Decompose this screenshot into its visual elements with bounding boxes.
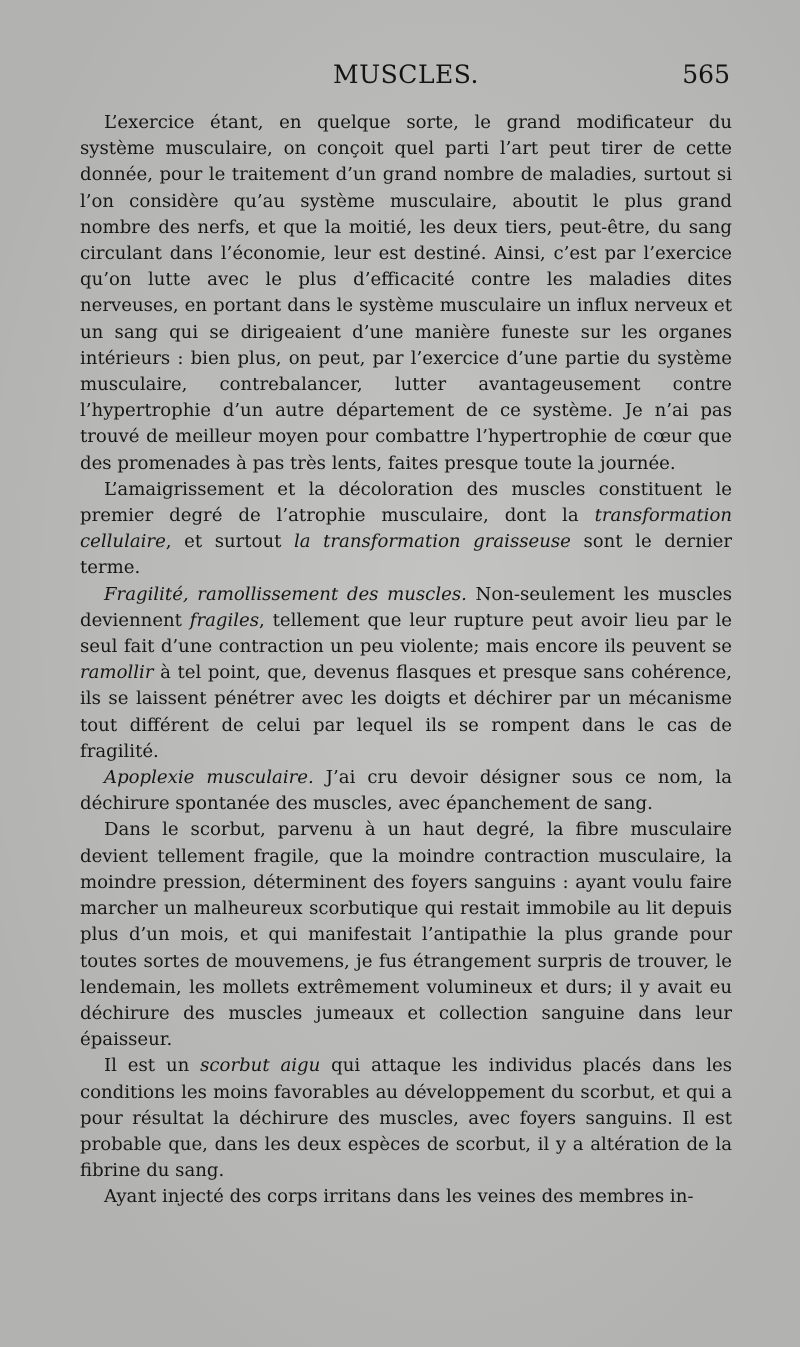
paragraph-text: sont le dernier terme. [80,531,732,579]
italic-term: ramollir [80,662,154,684]
page-header [80,60,732,100]
running-title: MUSCLES. [333,60,479,89]
paragraph-fragility [80,582,732,765]
paragraph-text: Non-seulement les muscles deviennent [80,583,733,631]
italic-term: scorbut aigu [200,1055,321,1077]
paragraph-text: J’ai cru devoir désigner sous ce nom, la déchirure spontanée des muscles, avec épanchement de sang. [80,767,732,815]
paragraph-acute-scurvy [80,1053,732,1184]
paragraph-text: Dans le scorbut, parvenu à un haut degré, la fibre musculaire devient tellement fragile, que la moindre contraction musculaire, la moindre pression, déterminent des foyers sanguins : ayant voulu faire marcher un malheureux scorbutique qui restait immobile au lit depuis plus d’un mois, et qui manifestait l’antipathie la plus grande pour toutes sortes de mouvemens, je fus étrangement surpris de trouver, le lendemain, les mollets extrêmement volumineux et durs; il y avait eu déchirure des muscles jumeaux et collection sanguine dans leur épaisseur. [80,819,732,1051]
paragraph-text: L’amaigrissement et la décoloration des muscles constituent le premier degré de l’atrophie musculaire, dont la [80,478,732,527]
section-heading-italic: Fragilité, ramollissement des muscles. [104,583,467,605]
paragraph-exercise [80,110,732,477]
italic-term: fragiles [189,609,260,631]
section-heading-italic: Apoplexie musculaire. [104,767,314,789]
body-text [80,110,732,1211]
paragraph-apoplexy [80,765,732,817]
paragraph-text: , tellement que leur rupture peut avoir lieu par le seul fait d’une contraction un peu violente; mais encore ils peuvent se [80,609,732,658]
paragraph-text: L’exercice étant, en quelque sorte, le grand modificateur du système musculaire, on conçoit quel parti l’art peut tirer de cette donnée, pour le traitement d’un grand nombre de maladies, surtout si l’on considère qu’au système musculaire, aboutit le plus grand nombre des nerfs, et que la moitié, les deux tiers, peut-être, du sang circulant dans l’économie, leur est destiné. Ainsi, c’est par l’exercice qu’on lutte avec le plus d’efficacité contre les maladies dites nerveuses, en portant dans le système musculaire un influx nerveux et un sang qui se dirigeaient d’une manière funeste sur les organes intérieurs : bien plus, on peut, par l’exercice d’une partie du système musculaire, contrebalancer, lutter avantageusement contre l’hypertrophie d’un autre département de ce système. Je n’ai pas trouvé de meilleur moyen pour combattre l’hypertrophie de cœur que des promenades à pas très lents, faites presque toute la journée. [80,112,732,474]
paragraph-text: à tel point, que, devenus flasques et presque sans cohérence, ils se laissent pénétrer avec les doigts et déchirer par un mécanisme tout différent de celui par lequel ils se rompent dans le cas de fragilité. [80,662,732,762]
italic-term: transformation cellulaire [80,505,732,553]
italic-term: la transformation graisseuse [293,531,571,553]
paragraph-atrophy [80,477,732,582]
paragraph-text: , et surtout [165,531,294,553]
paragraph-scurvy [80,817,732,1053]
paragraph-text: qui attaque les individus placés dans les conditions les moins favorables au développement du scorbut, et qui a pour résultat la déchirure des muscles, avec foyers sanguins. Il est probable que, dans les deux espèces de scorbut, il y a altération de la fibrine du sang. [80,1055,732,1182]
paragraph-text: Ayant injecté des corps irritans dans les veines des membres in- [104,1186,694,1208]
paragraph-injection [80,1184,732,1210]
page-number: 565 [682,60,730,89]
paragraph-text: Il est un [104,1055,201,1077]
